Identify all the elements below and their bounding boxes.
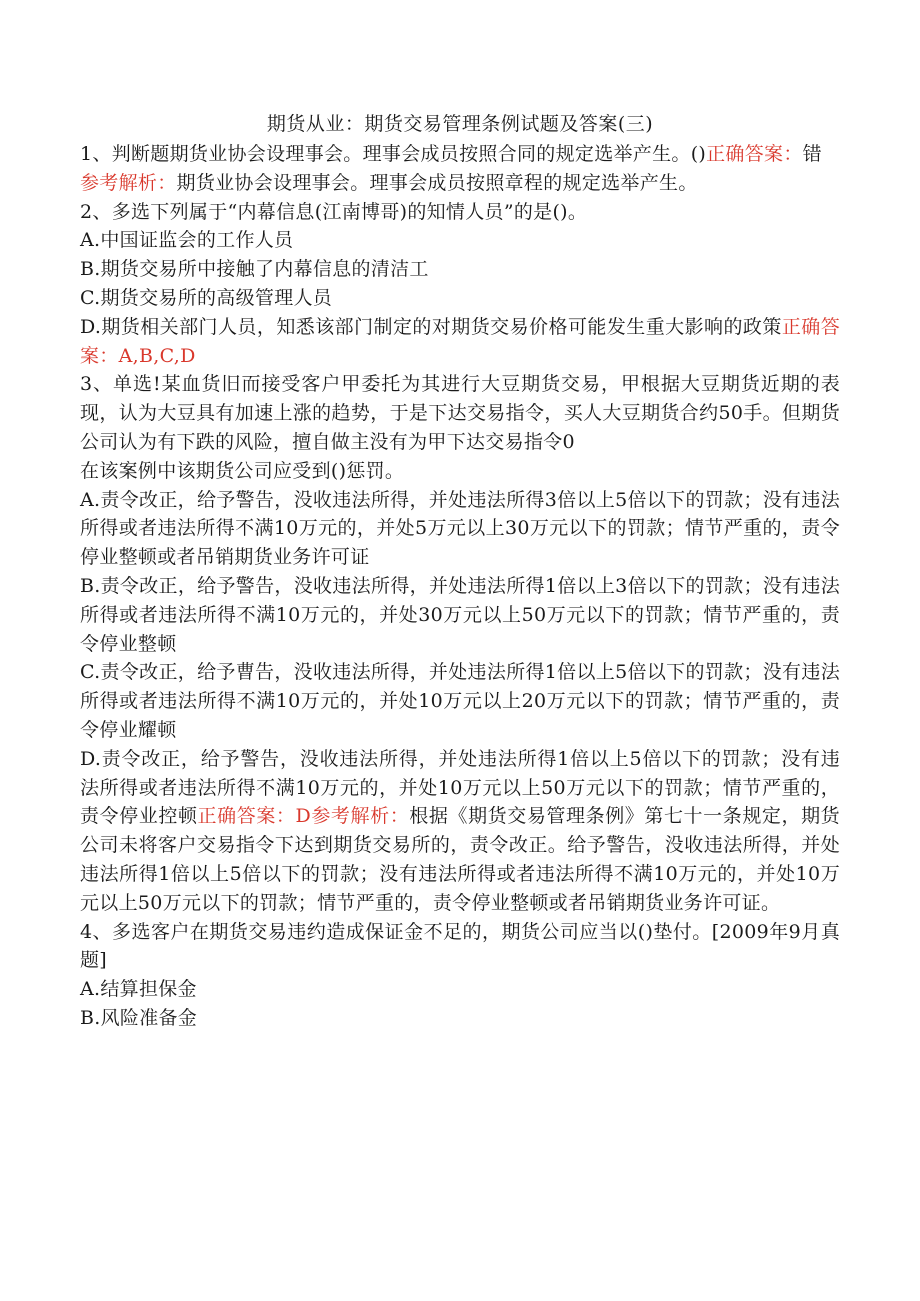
question-3-analysis-text: 根据《期货交易管理条例》第七十一条规定，期货公司未将客户交易指令下达到期货交易所的，责令改正。给予警告，没收违法所得，并处违法所得1倍以上5倍以下的罚款；没有违法所得或者违法所得不满10万元的，并处10万元以上50万元以下的罚款；情节严重的，责令停业整顿或者吊销期货业务许可证。 <box>80 805 840 914</box>
question-2-stem: 2、多选下列属于“内幕信息(江南博哥)的知情人员”的是()。 <box>80 200 588 223</box>
question-1-answer-label: 正确答案： <box>706 143 803 165</box>
question-2-option-a: A.中国证监会的工作人员 <box>80 229 294 252</box>
question-3-stem-2: 在该案例中该期货公司应受到()惩罚。 <box>80 459 405 482</box>
question-2-answer-label: 正确答案： <box>80 315 840 367</box>
question-2-option-d <box>80 313 840 371</box>
question-3-analysis-label: 参考解析： <box>311 805 410 828</box>
question-4-stem: 4、多选客户在期货交易违约造成保证金不足的，期货公司应当以()垫付。[2009年9月真题] <box>80 920 840 972</box>
question-1-answer: 错 <box>802 143 822 165</box>
question-3-option-b: B.责令改正，给予警告，没收违法所得，并处违法所得1倍以上3倍以下的罚款；没有违法所得或者违法所得不满10万元的，并处30万元以上50万元以下的罚款；情节严重的，责令停业整顿 <box>80 574 840 655</box>
question-1-analysis-label: 参考解析： <box>80 171 177 194</box>
question-3-answer: D <box>295 805 312 828</box>
question-2-answer: A,B,C,D <box>118 344 196 367</box>
question-3-option-a: A.责令改正，给予警告，没收违法所得，并处违法所得3倍以上5倍以下的罚款；没有违法所得或者违法所得不满10万元的，并处5万元以上30万元以下的罚款；情节严重的，责令停业整顿或者吊销期货业务许可证 <box>80 488 840 569</box>
question-1-analysis-text: 期货业协会设理事会。理事会成员按照章程的规定选举产生。 <box>176 171 698 194</box>
question-3-answer-label: 正确答案： <box>197 805 296 828</box>
question-3-stem: 3、单选!某血货旧而接受客户甲委托为其进行大豆期货交易，甲根据大豆期货近期的表现，认为大豆具有加速上涨的趋势，于是下达交易指令，买人大豆期货合约50手。但期货公司认为有下跌的风险，擅自做主没有为甲下达交易指令0 <box>80 373 840 453</box>
question-1-stem: 1、判断题期货业协会设理事会。理事会成员按照合同的规定选举产生。() <box>80 143 707 165</box>
question-2-option-c: C.期货交易所的高级管理人员 <box>80 286 333 309</box>
question-2-option-b: B.期货交易所中接触了内幕信息的清洁工 <box>80 258 429 281</box>
question-1-analysis <box>80 169 840 198</box>
document-title: 期货从业：期货交易管理条例试题及答案(三) <box>266 113 654 135</box>
question-4-option-b: B.风险准备金 <box>80 1006 198 1029</box>
question-4-option-a: A.结算担保金 <box>80 978 197 1001</box>
document-page <box>80 108 840 1033</box>
question-2-option-d-text: D.期货相关部门人员，知悉该部门制定的对期货交易价格可能发生重大影响的政策 <box>80 315 782 338</box>
question-3-option-c: C.责令改正，给予曹告，没收违法所得，并处违法所得1倍以上5倍以下的罚款；没有违法所得或者违法所得不满10万元的，并处10万元以上20万元以下的罚款；情节严重的，责令停业耀顿 <box>80 661 840 741</box>
question-1 <box>80 140 840 169</box>
question-3-option-d-text: D.责令改正，给予警告，没收违法所得，并处违法所得1倍以上5倍以下的罚款；没有违法所得或者违法所得不满10万元的，并处10万元以上50万元以下的罚款；情节严重的，责令停业控顿 <box>80 747 840 828</box>
question-3-option-d <box>80 745 840 918</box>
